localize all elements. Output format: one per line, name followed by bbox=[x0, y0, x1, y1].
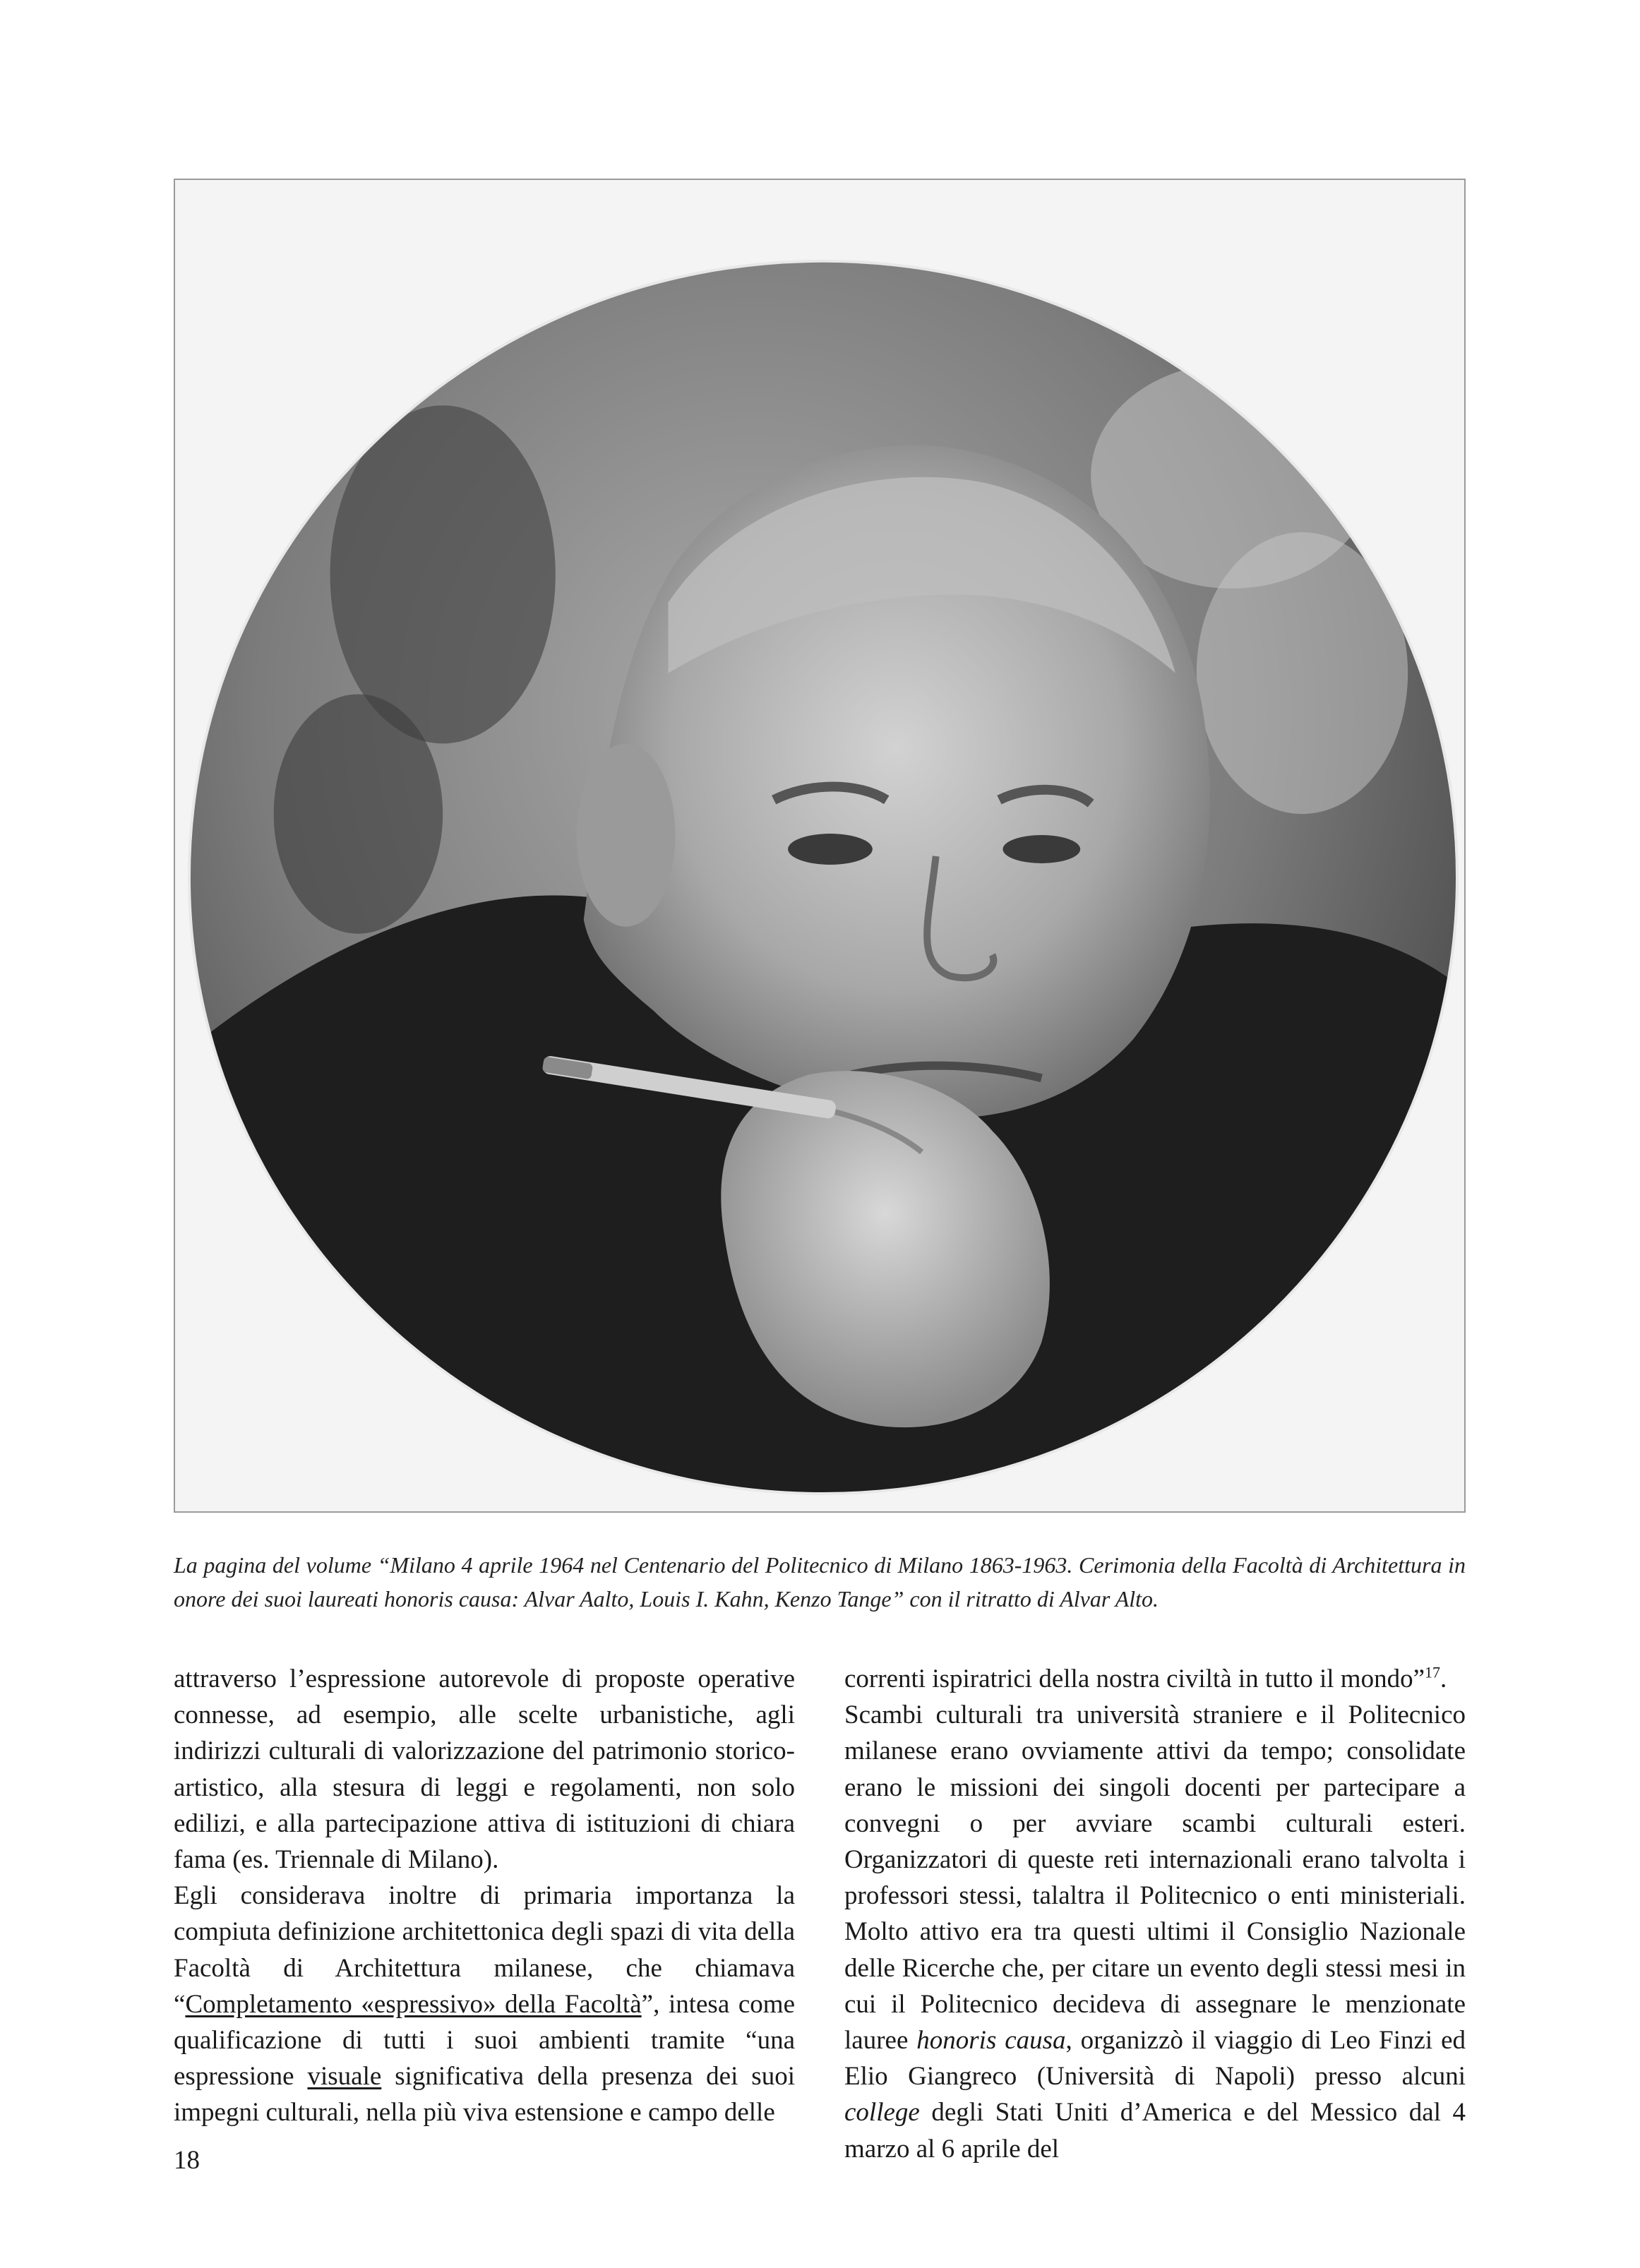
portrait-photo-frame bbox=[174, 179, 1466, 1513]
portrait-photo bbox=[175, 180, 1464, 1511]
paragraph: correnti ispiratrici della nostra civiltà in tutto il mondo”$^{17}$. bbox=[844, 1663, 1447, 1693]
underlined-text: Completamento «espressivo» della Facoltà bbox=[185, 1989, 642, 2019]
footnote-ref: 17 bbox=[1425, 1663, 1441, 1681]
italic-term: honoris causa bbox=[916, 2026, 1066, 2056]
left-text-column bbox=[174, 1661, 795, 2131]
right-text-column bbox=[844, 1661, 1466, 2167]
paragraph: Scambi culturali tra università straniere e il Politecnico milanese erano ovviamente attivi da tempo; consolidate erano le missioni dei singoli docenti per partecipare a convegni o per avviare scambi culturali esteri. Organizzatori di queste reti internazionali erano talvolta i professori stessi, talaltra il Politecnico o enti ministeriali. Molto attivo era tra questi ultimi il Consiglio Nazionale delle Ricerche che, per citare un evento degli stessi mesi in cui il Politecnico decideva di assegnare le menzionate lauree honoris causa, organizzò il viaggio di Leo Finzi ed Elio Giangreco (Università di Napoli) presso alcuni college degli Stati Uniti d’America e del Messico dal 4 marzo al 6 aprile del bbox=[844, 1700, 1466, 2164]
page-number: 18 bbox=[174, 2146, 200, 2175]
underlined-text: visuale bbox=[307, 2062, 382, 2092]
paragraph: Egli considerava inoltre di primaria importanza la compiuta definizione architettonica degli spazi di vita della Facoltà di Architettura milanese, che chiamava “Completamento «espressivo» della Facoltà”, intesa come qualificazione di tutti i suoi ambienti tramite “una espressione visuale significativa della presenza dei suoi impegni culturali, nella più viva estensione e campo delle bbox=[174, 1881, 796, 2128]
photo-caption: La pagina del volume “Milano 4 aprile 1964 nel Centenario del Politecnico di Milano 1863-1963. Cerimonia della Facoltà di Architettura in onore dei suoi laureati honoris causa: Alvar Aalto, Louis I. Kahn, Kenzo Tange” con il ritratto di Alvar Alto. bbox=[174, 1552, 1466, 1612]
italic-term: college bbox=[844, 2098, 920, 2128]
paragraph: attraverso l’espressione autorevole di proposte operative connesse, ad esempio, alle scelte urbanistiche, agli indirizzi culturali di valorizzazione del patrimonio storico-artistico, alla stesura di leggi e regolamenti, non solo edilizi, e alla partecipazione attiva di istituzioni di chiara fama (es. Triennale di Milano). bbox=[174, 1664, 795, 1875]
